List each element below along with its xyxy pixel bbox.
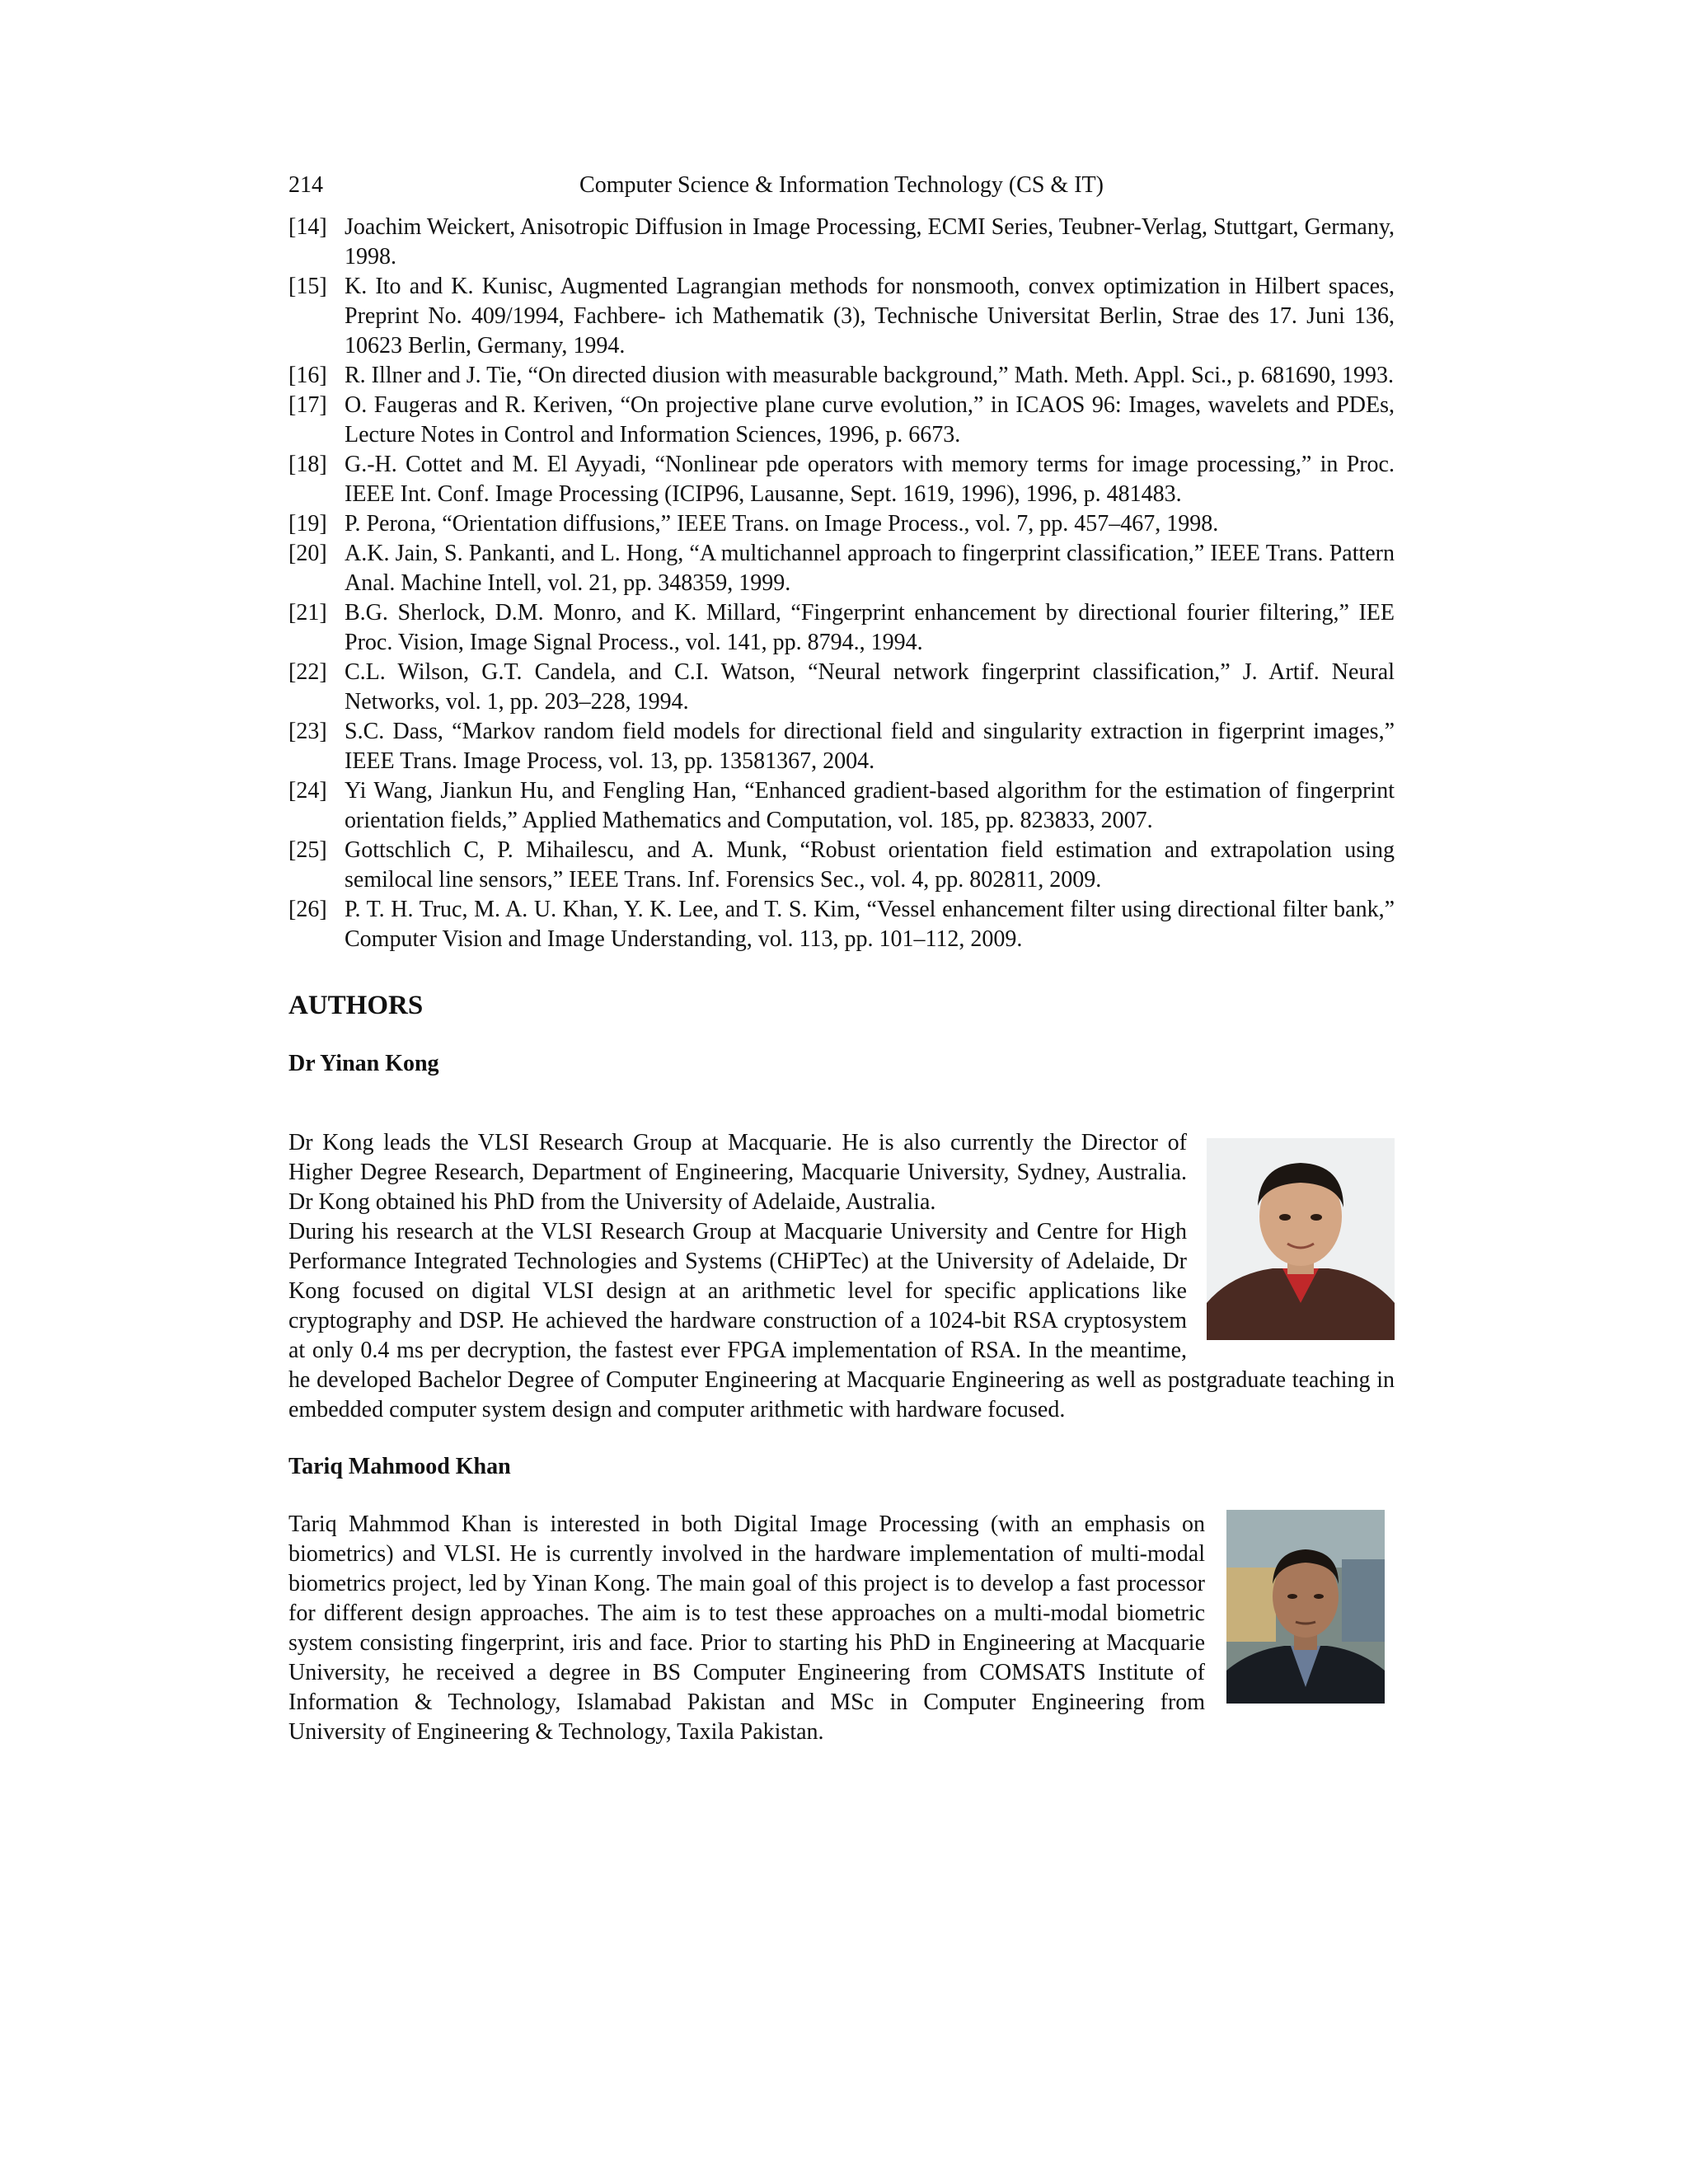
reference-text: Joachim Weickert, Anisotropic Diffusion in Image Processing, ECMI Series, Teubner-Verlag, Stuttgart, Germany, 1998. xyxy=(345,214,1395,269)
author-bio-khan xyxy=(288,1510,1395,1747)
reference-text: R. Illner and J. Tie, “On directed diusion with measurable background,” Math. Meth. Appl. Sci., p. 681690, 1993. xyxy=(345,363,1395,388)
reference-text: P. T. H. Truc, M. A. U. Khan, Y. K. Lee, and T. S. Kim, “Vessel enhancement filter using directional filter bank,” Computer Vision and Image Understanding, vol. 113, pp. 101–112, 2009. xyxy=(345,897,1395,952)
reference-item xyxy=(288,895,1395,954)
reference-text: Gottschlich C, P. Mihailescu, and A. Munk, “Robust orientation field estimation and extrapolation using semilocal line sensors,” IEEE Trans. Inf. Forensics Sec., vol. 4, pp. 802811, 2009. xyxy=(345,837,1395,893)
reference-number: [19] xyxy=(288,511,327,537)
reference-item xyxy=(288,658,1395,717)
reference-text: C.L. Wilson, G.T. Candela, and C.I. Watson, “Neural network fingerprint classification,” J. Artif. Neural Networks, vol. 1, pp. 203–228, 1994. xyxy=(345,659,1395,715)
reference-item xyxy=(288,391,1395,450)
reference-item xyxy=(288,213,1395,272)
authors-heading: AUTHORS xyxy=(288,991,424,1020)
author-name-khan: Tariq Mahmood Khan xyxy=(288,1454,511,1479)
reference-item xyxy=(288,598,1395,658)
journal-title: Computer Science & Information Technology (CS & IT) xyxy=(579,172,1104,198)
reference-number: [15] xyxy=(288,274,327,299)
author-bio-paragraph: Dr Kong leads the VLSI Research Group at Macquarie. He is also currently the Director of Higher Degree Research, Department of Engineering, Macquarie University, Sydney, Australia. Dr Kong obtained his PhD from the University of Adelaide, Australia. xyxy=(288,1130,1187,1215)
author-name-kong: Dr Yinan Kong xyxy=(288,1051,439,1076)
reference-item xyxy=(288,717,1395,776)
reference-item xyxy=(288,450,1395,509)
reference-item xyxy=(288,509,1395,539)
author-bio-kong xyxy=(288,1128,1395,1425)
reference-number: [14] xyxy=(288,214,327,240)
portrait-image xyxy=(1226,1510,1385,1704)
reference-number: [17] xyxy=(288,392,327,418)
author-photo-khan xyxy=(1226,1510,1385,1704)
author-bio-paragraph: During his research at the VLSI Research Group at Macquarie University and Centre for High Performance Integrated Technologies and Systems (CHiPTec) at the University of Adelaide, Dr Kong focused on digital VLSI design at an arithmetic level for specific applications like cryptography and DSP. He achieved the hardware construction of a 1024-bit RSA cryptosystem at only 0.4 ms per decryption, the fastest ever FPGA implementation of RSA. In the meantime, he developed Bachelor Degree of Computer Engineering at Macquarie Engineering as well as postgraduate teaching in embedded computer system design and computer arithmetic with hardware focused. xyxy=(288,1219,1395,1422)
reference-list xyxy=(288,213,1395,954)
reference-number: [24] xyxy=(288,778,327,804)
reference-number: [20] xyxy=(288,541,327,566)
reference-number: [16] xyxy=(288,363,327,388)
reference-text: B.G. Sherlock, D.M. Monro, and K. Millard, “Fingerprint enhancement by directional fourier filtering,” IEE Proc. Vision, Image Signal Process., vol. 141, pp. 8794., 1994. xyxy=(345,600,1395,655)
reference-number: [23] xyxy=(288,719,327,744)
reference-text: A.K. Jain, S. Pankanti, and L. Hong, “A multichannel approach to fingerprint classification,” IEEE Trans. Pattern Anal. Machine Intell, vol. 21, pp. 348359, 1999. xyxy=(345,541,1395,596)
reference-number: [21] xyxy=(288,600,327,626)
reference-item xyxy=(288,776,1395,836)
reference-text: K. Ito and K. Kunisc, Augmented Lagrangian methods for nonsmooth, convex optimization in Hilbert spaces, Preprint No. 409/1994, Fachbere- ich Mathematik (3), Technische Universitat Berlin, Strae des 17. Juni 136, 10623 Berlin, Germany, 1994. xyxy=(345,274,1395,359)
portrait-image xyxy=(1207,1138,1395,1340)
running-header xyxy=(288,169,1395,202)
paper-page xyxy=(288,169,1395,1747)
author-bio-paragraph: Tariq Mahmmod Khan is interested in both Digital Image Processing (with an emphasis on biometrics) and VLSI. He is currently involved in the hardware implementation of multi-modal biometrics project, led by Yinan Kong. The main goal of this project is to develop a fast processor for different design approaches. The aim is to test these approaches on a multi-modal biometric system consisting fingerprint, iris and face. Prior to starting his PhD in Engineering at Macquarie University, he received a degree in BS Computer Engineering from COMSATS Institute of Information & Technology, Islamabad Pakistan and MSc in Computer Engineering from University of Engineering & Technology, Taxila Pakistan. xyxy=(288,1511,1205,1745)
reference-item xyxy=(288,539,1395,598)
reference-text: G.-H. Cottet and M. El Ayyadi, “Nonlinear pde operators with memory terms for image processing,” in Proc. IEEE Int. Conf. Image Processing (ICIP96, Lausanne, Sept. 1619, 1996), 1996, p. 481483. xyxy=(345,452,1395,507)
reference-item xyxy=(288,836,1395,895)
reference-text: P. Perona, “Orientation diffusions,” IEEE Trans. on Image Process., vol. 7, pp. 457–467, 1998. xyxy=(345,511,1219,537)
reference-number: [25] xyxy=(288,837,327,863)
page-number: 214 xyxy=(288,172,323,198)
reference-number: [22] xyxy=(288,659,327,685)
reference-item xyxy=(288,272,1395,361)
reference-text: Yi Wang, Jiankun Hu, and Fengling Han, “Enhanced gradient-based algorithm for the estimation of fingerprint orientation fields,” Applied Mathematics and Computation, vol. 185, pp. 823833, 2007. xyxy=(345,778,1395,833)
reference-number: [18] xyxy=(288,452,327,477)
author-photo-kong xyxy=(1207,1138,1395,1340)
reference-number: [26] xyxy=(288,897,327,922)
reference-item xyxy=(288,361,1395,391)
reference-text: S.C. Dass, “Markov random field models for directional field and singularity extraction in figerprint images,” IEEE Trans. Image Process, vol. 13, pp. 13581367, 2004. xyxy=(345,719,1395,774)
reference-text: O. Faugeras and R. Keriven, “On projective plane curve evolution,” in ICAOS 96: Images, wavelets and PDEs, Lecture Notes in Control and Information Sciences, 1996, p. 6673. xyxy=(345,392,1395,448)
